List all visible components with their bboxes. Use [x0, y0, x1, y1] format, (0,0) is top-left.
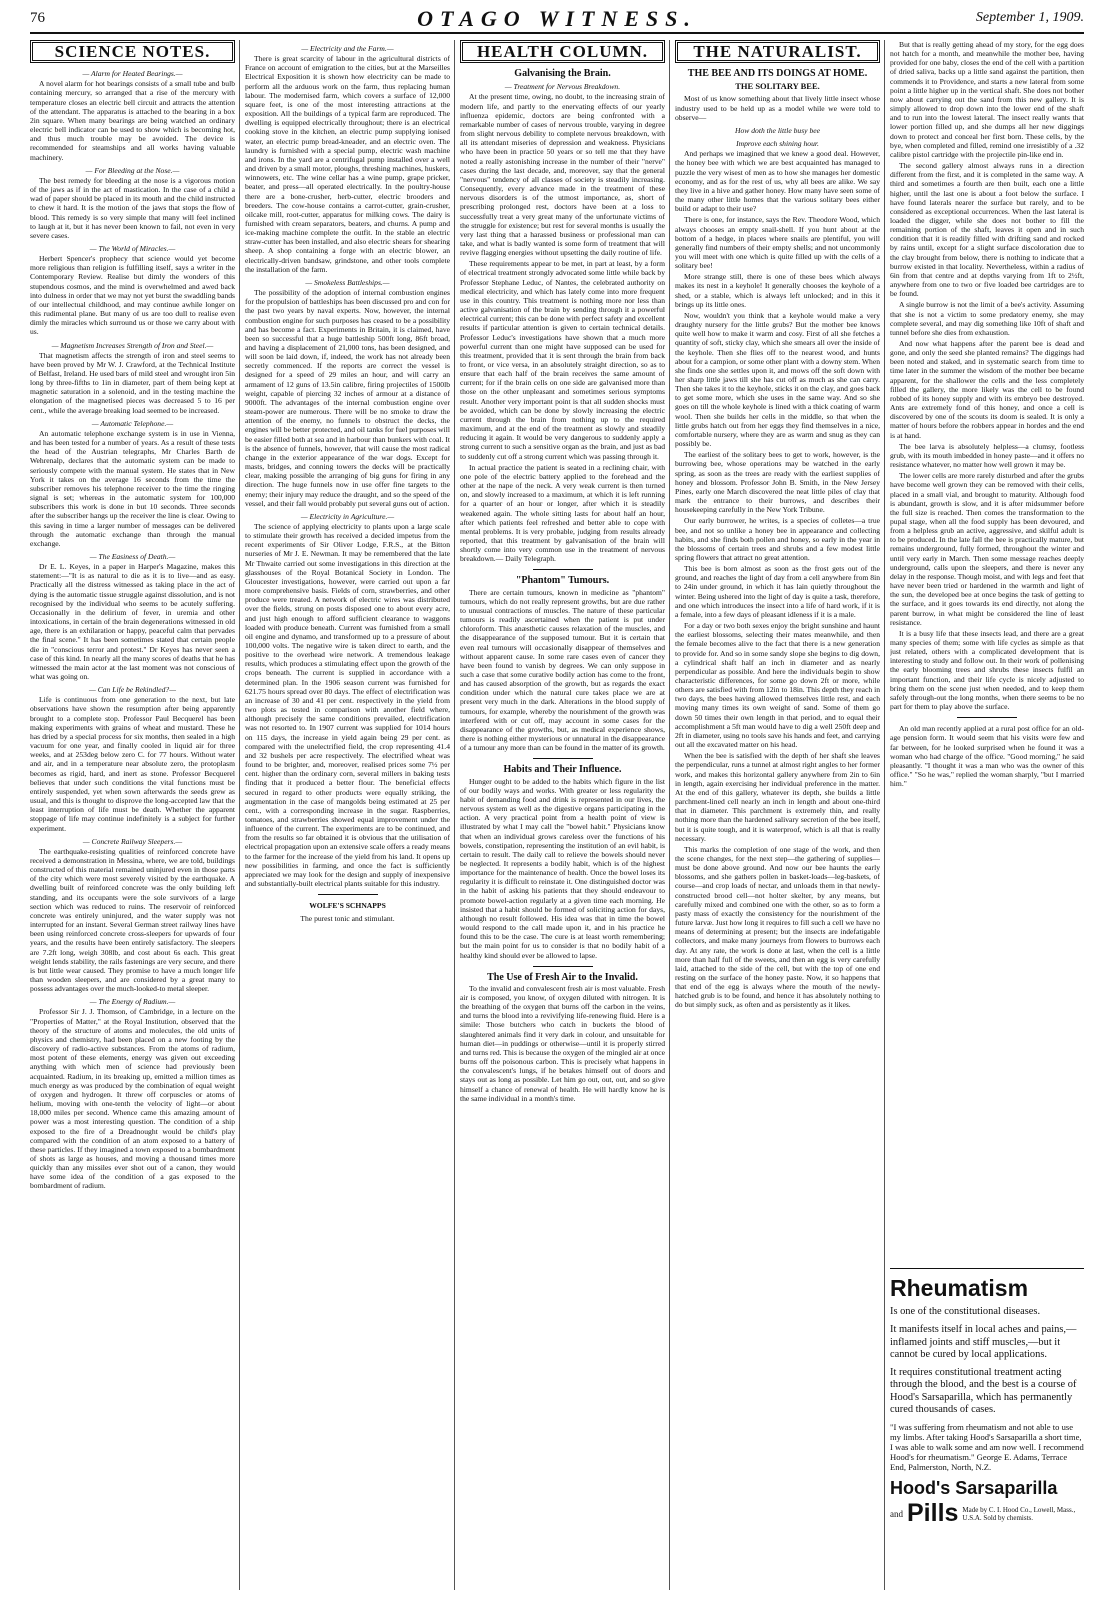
article-body: For a day or two both sexes enjoy the bright sunshine and haunt the earliest blossoms, selecting their mates meanwhile, and then the female becomes alive to the fact that there is a new generation to provide for. And so in some sandy slope she begins to dig down, a cylindrical shaft half an inch in diameter and as nearly perpendicular as possible. And here the individuals begin to show characteristic differences, for some go down 2ft or more, while others are satisfied with from 12in to 18in. This depth they reach in two days, the bees having allowed themselves little rest, and each moving many times its own weight of sand. Some of them go down 50 times their own length in that period, and to equal their accomplishment a 5ft man would have to dig a well 250ft deep and 2ft in diameter, using no tools save his hands and feet, and carrying out all the excavated matter on his head. [675, 621, 880, 750]
article-body: The second gallery almost always runs in a direction different from the first, and it is completed in the same way. A third and sometimes a fourth are then built, each one a little higher, until the last one is about a foot below the surface. I have found laterals nearer the surface but rarely, and to be considered as exceptional occurrences. When the last lateral is loaded the digger, while she does not bother to fill the remaining portion of the shaft, leaves it open and in such condition that it is readily filled with drifting sand and rocked by rains until, except for a slight surface discoloration due to the clay brought from below, there is nothing to indicate that a burrow existed in that locality. Nevertheless, within a radius of 6in from that centre and at depths varying from 1ft to 2½ft, anywhere from one to two or five loaded bee cartridges are to be found. [890, 161, 1084, 299]
footer-tagline: The purest tonic and stimulant. [300, 914, 395, 924]
divider [533, 569, 593, 570]
article-body: To the invalid and convalescent fresh air is most valuable. Fresh air is composed, you know, of oxygen diluted with nitrogen. It is the breathing of the oxygen that burns off the carbon in the veins, and turns the blood into a revivifying life-renewing fluid. Here is a simile: Those butchers who catch in buckets the blood of slaughtered animals find it very dark in colour, and unsuitable for human diet—in puddings or otherwise—until it is properly stirred and turns red. This is because the oxygen of the mingled air at once burns off the poisonous carbon. This is precisely what happens in the convalescent's lungs, if he betakes himself out of doors and stays out as long as possible. Let him go out, out, out, and so give himself a chance of renewal of health. He will hardly know he is the same individual in a month's time. [460, 983, 665, 1103]
naturalist-heading: THE NATURALIST. [675, 40, 880, 63]
column-1 [30, 40, 235, 1590]
article-body: The earthquake-resisting qualities of reinforced concrete have received a demonstration in Messina, where, we are told, buildings constructed of this material remained uninjured even in those parts of the city which were most severely visited by the earthquake. A dwelling built of reinforced concrete was the only building left standing, and its occupants were the sole survivors of a large section which was reduced to ruins. The reservoir of reinforced concrete was entirely uninjured, and the water supply was not interrupted for an instant. Several German street railway lines have been using reinforced concrete cross-sleepers for upwards of four years, and the results have been entirely satisfactory. The sleepers are 7.2ft long, weigh 308lb, and cost about 6s each. This great weight lends stability, the rails fastenings are very secure, and there is but little wear caused. They promise to have a much longer life than wooden sleepers, and are considered by a great many to possess advantages over the much-looked-to metal sleeper. [30, 846, 235, 994]
article-title: "Phantom" Tumours. [515, 575, 610, 587]
article-body: A novel alarm for hot bearings consists of a small tube and bulb containing mercury, so arranged that a rise of the mercury with temperature closes an electric bell circuit and attracts the attention of the attendant. The apparatus is attached to the bearing in a box 2in square. When many bearings are being watched an ordinary electric bell indicator can be used to show which is becoming hot, and thus much trouble may be avoided. The device is recommended for steamships and all works having valuable machinery. [30, 79, 235, 162]
column-rule [669, 40, 670, 1590]
article-body: Our early burrower, he writes, is a species of colletes—a true bee, and not so unlike a honey bee in appearance and collecting habits, and she finds both pollen and honey, so early in the year in the blossoms of certain trees and shrubs and a few modest little spring flowers that attract no great attention. [675, 516, 880, 562]
and-word: and [890, 1508, 903, 1519]
article-body: And now what happens after the parent bee is dead and gone, and only the seed she planted remains? The diggings had been noted and staked, and in systematic search from time to time later in the summer the wisdom of the mother bee became apparent, for the shallower the cells and the less completely filled the gallery, the more likely was the cell to be found robbed of its honey supply and with its embryo bee destroyed. Ants are extremely fond of this honey, and once a cell is discovered by one of the scouts its doom is sealed. It is only a matter of hours before the robbers appear in hordes and the end is at hand. [890, 339, 1084, 440]
article-subtitle: — Treatment for Nervous Breakdown. [504, 82, 621, 92]
article-body: Hunger ought to be added to the habits which figure in the list of our bodily ways and works. With greater or less regularity the habit of demanding food and drink is represented in our lives, the nervous system as well as the digestive organs participating in the action. A very practical point from a health point of view is illustrated by what I may call the "bowel habit." Physicians know that when an individual grows careless over the functions of his bowels, constipation, representing the institution of an evil habit, is certain to result. The daily call to relieve the bowels should never be neglected. It represents a bodily habit, which is of the highest importance for the maintenance of health. Once the bowel loses its regularity it is difficult to reinstate it. One distinguished doctor was in the habit of asking his patients that they should endeavour to promote bowel-action regularly at a given time each morning. He insisted that a habit should be formed of soliciting action for days, although no result followed. His idea was that in time the bowel would respond to the call made upon it, and in his practice he found this to be the case. The cure is at least worth remembering; but the main point for us to consider is that no bodily habit of a healthy kind should ever be allowed to lapse. [460, 776, 665, 960]
section-title: THE SOLITARY BEE. [735, 81, 820, 92]
article-body: That magnetism affects the strength of iron and steel seems to have been proved by Mr W. J. Crawford, at the Technical Institute of Belfast, Ireland. He used bars of mild steel and wrought iron 5in long by three-fifths to 1in in diameter, part of them being kept at magnetic saturation in a solenoid, and in the testing machine the elongation of the magnetised pieces was decreased 5 to 16 per cent., while the average breaking load seemed to be increased. [30, 350, 235, 415]
article-title: — Can Life be Rekindled?— [89, 685, 176, 695]
article-body: In actual practice the patient is seated in a reclining chair, with one pole of the electric battery applied to the forehead and the other at the nape of the neck. A very weak current is then turned on, and slowly increased to a maximum, at which it is left running for a quarter of an hour or longer, after which it is steadily weakened again. The whole sitting lasts for about half an hour, after which patients feel refreshed and better able to cope with mental problems. It is very probable, judging from results already reported, that this treatment by galvanisation of the brain will shortly come into very common use in the treatment of nervous breakdown.— Daily Telegraph. [460, 462, 665, 564]
page-number: 76 [30, 10, 45, 26]
column-rule [884, 40, 885, 1590]
article-title: — Concrete Railway Sleepers.— [82, 836, 183, 846]
column-5 [890, 40, 1084, 1265]
article-body: But that is really getting ahead of my story, for the egg does not hatch for a month, and meanwhile the mother bee, having provided for one baby, closes the end of the cell with a partition of dried saliva, backs up a little sand against the partition, then commends it to Providence, and starts a new lateral from some point a little higher up in the vertical shaft. She does not bother now about carrying out the sand from this new gallery. It is simply allowed to drop down into the lower end of the shaft and to run into the lowest lateral. The insect really wants that lower portion filled up, and she dumps all her new diggings down to protect and conceal her first born. These cells, by the bye, when completed and filled, remind one irresistibly of a .32 calibre pistol cartridge with the projectile pin-like end in. [890, 40, 1084, 159]
article-title: Galvanising the Brain. [514, 68, 611, 80]
column-4 [675, 40, 880, 1590]
science-notes-heading: SCIENCE NOTES. [30, 40, 235, 63]
article-title: — The Energy of Radium.— [89, 997, 176, 1007]
issue-date: September 1, 1909. [975, 10, 1084, 25]
divider [890, 1268, 1084, 1269]
article-body: A single burrow is not the limit of a bee's activity. Assuming that she is not a victim to some predatory enemy, she may complete several, and may dig something like 10ft of shaft and tunnel before she dies from exhaustion. [890, 300, 1084, 337]
health-column-heading: HEALTH COLUMN. [460, 40, 665, 63]
article-body: There is great scarcity of labour in the agricultural districts of France on account of emigration to the cities, but at the Marseilles Electrical Exposition it is shown how electricity can be made to perform all the arduous work on the farm, thus replacing human labour. The modernised farm, which covers a surface of 12,000 square feet, is one of the most interesting attractions at the exposition. All the buildings of a typical farm are reproduced. The dwelling is equipped electrically throughout; there is an electrical cooking stove in the kitchen, an electric pump supplying ionised water, an electric pump bread-kneader, and an electric oven. The laundry is furnished with a special pump, electric wash machine and irons. In the yard are a centrifugal pump installed over a well and driven by a small motor, ploughs, threshing machines, huskers, winnowers, etc. The wine cellar has a wine pump, grape pricker, beater, and press—all operated electrically. In the poultry-house there are a bone-crusher, herb-cutter, electric brooders and breeders. The cow-house contains a carrot-cutter, grain-crusher, oilcake mill, root-cutter, apparatus for milking cows. The dairy is furnished with cream separators, beaters, and churns. A pump and ice-making machine complete the outfit. In the stable an electric straw-cutter has been installed, and also electric shears for shearing sheep. A shop containing a forge with an electric blower, an electrically-driven bandsaw, grindstone, and other tools complete the installation of the farm. [245, 54, 450, 274]
verse-line: Improve each shining hour. [736, 139, 819, 149]
article-title: — Smokeless Battleships.— [305, 277, 390, 287]
article-body: There is one, for instance, says the Rev. Theodore Wood, which always chooses an empty snail-shell. If you hunt about at the bottom of a hedge, in places where snails are plentiful, you will generally find numbers of their empty shells; and not uncommonly you will meet with one which is quite filled up with the cells of a solitary bee! [675, 215, 880, 271]
article-body: Herbert Spencer's prophecy that science would yet become more religious than religion is fulfilling itself, says a writer in the Contemporary Review. Realise but dimly the wonders of this stupendous cosmos, and the mind is overwhelmed and awed back into dulness in order that we may not yet burst the swaddling bands of our intellectual childhood, and may continue awhile longer on this rudimental plane. But many of us are too dull to realise even dimly the miracles which surround us or those we carry about with us. [30, 254, 235, 337]
maker-line: Made by C. I. Hood Co., Lowell, Mass., U.S.A. Sold by chemists. [962, 1505, 1076, 1522]
article-body: The earliest of the solitary bees to get to work, however, is the burrowing bee, whose operations may be watched in the early spring, as soon as the trees are ready with the earliest supplies of honey and blossom. Professor John B. Smith, in the New Jersey Pines, early one March discovered the neat little piles of clay that mark the entrance to their burrows, and describes their housekeeping carefully in the New York Tribune. [675, 450, 880, 515]
article-body: When the bee is satisfied with the depth of her shaft she leaves the perpendicular, runs a tunnel at almost right angles to her former work, and makes this horizontal gallery anywhere from 2in to 6in in length, again exercising her individual preference in the matter. At the end of this gallery, whatever its depth, she builds a little parchment-lined cell nearly an inch in length and about one-third that in diameter. This parchment is extremely thin, and really nothing more than the hardened salivary secretion of the bee itself, but it is quite tough, and it is waterproof, which is all that is really necessary. [675, 751, 880, 843]
article-title: Habits and Their Influence. [503, 764, 622, 776]
column-rule [454, 40, 455, 1590]
article-body: An automatic telephone exchange system is in use in Vienna, and has been tested for a number of years. As a result of these tests the head of the Austrian telegraphs, Mr Charles Barth de Wehrenalp, declares that the automatic system can be made to seriously compete with the manual system. He states that in New York it takes on the average 16 seconds from the time the subscriber removes his telephone receiver to the time the ringing signal is set; whereas in the automatic system for 100,000 subscribers this work is done in but 10 seconds. Three seconds after the subscriber hangs up the receiver the line is clear. Owing to this saving in time a larger number of messages can be delivered through the automatic exchange than through the manual exchange. [30, 428, 235, 548]
article-title: — For Bleeding at the Nose.— [85, 165, 180, 175]
footer-brand: WOLFE'S SCHNAPPS [309, 901, 386, 911]
article-body: The best remedy for bleeding at the nose is a vigorous motion of the jaws as if in the act of mastication. In the case of a child a wad of paper should be placed in its mouth and the child instructed to chew it hard. It is the motion of the jaws that stops the flow of blood. This remedy is so very simple that many will feel inclined to laugh at it, but it has never been known to fail, not even in very severe cases. [30, 175, 235, 240]
advert-pills [890, 1499, 1084, 1528]
divider [318, 894, 378, 895]
pills-word: Pills [907, 1499, 959, 1528]
article-body: Professor Sir J. J. Thomson, of Cambridge, in a lecture on the "Properties of Matter," at the Royal Institution, observed that the theory of the structure of atoms and molecules, the old units of physics and chemistry, had been placed on a new footing by the discovery of radio-active substances. From the atoms of radium, most potent of these elements, energy was given out exceeding anything with which men of science had previously been acquainted. Radium, in its breaking up, emitted a million times as much energy as was produced by the combination of equal weight of oxygen and hydrogen. It threw off corpuscles or atoms of helium, moving with one-tenth the velocity of light—or about 18,000 miles per second. Whence came this amazing amount of power was a most interesting question. The condition of a ship exposed to the fire of a Dreadnought would be child's play compared with the condition of an atom exposed to a battery of these particles. If they imagined a town exposed to a bombardment of shots as large as houses, and moving a thousand times more quickly than any missiles ever shot out of a canon, they would have some idea of the condition of a gas exposed to the bombardment of radium. [30, 1007, 235, 1191]
article-body: This marks the completion of one stage of the work, and then the scene changes, for the next step—the gathering of supplies—must be done above ground. And now our bee haunts the early blossoms, and she gathers pollen in basket-loads—leg-baskets, of course—and crop loads of nectar, and unloads them in that newly-constructed brood cell—not holter skelter, by any means, but carefully mixed and combined one with the other, so as to form a pasty mass of exactly the consistency for the nourishment of the future larvæ. Just how long it requires to fill such a cell we have no means of determining at present; but the insects are indefatigable collectors, and make many journeys from flowers to burrows each day. At any rate, the work is done at last, when the cell is a little more than half full of the sweets, and then an egg is very carefully laid, attached to the side of the cell, but with the top of one end resting on the surface of the honey paste. Now, it so happens that that end of the egg is always where the mouth of the newly-hatched grub is to be found, and hence it has absolutely nothing to do but simply suck, as often and as persistently as it likes. [675, 844, 880, 1010]
article-body: More strange still, there is one of these bees which always makes its nest in a keyhole! It generally chooses the keyhole of a shed, or a stable, which is always left unlocked; and in this it brings up its little ones. [675, 272, 880, 309]
column-2 [245, 40, 450, 1590]
divider [533, 966, 593, 967]
article-body: And perhaps we imagined that we knew a good deal. However, the honey bee with which we are best acquainted has managed to puzzle the very wisest of men as to how she manages her domestic economy, and as for the rest of us, why all bees are alike. We say they live in a hive and gather honey. How many have seen some of the many other little homes that the various solitary bees either build or adapt to their use? [675, 149, 880, 214]
article-title: The Use of Fresh Air to the Invalid. [487, 971, 638, 983]
advert-title: Rheumatism [890, 1275, 1029, 1301]
article-title: — Electricity and the Farm.— [301, 44, 394, 53]
article-body: At the present time, owing, no doubt, to the increasing strain of modern life, and partly to the enervating effects of our yearly influenza epidemic, doctors are being confronted with a remarkable number of cases of nervous trouble, varying in degree from slight nervous debility to complete nervous breakdown, with all its attendant miseries of depression and weakness. Physicians who have been in practice 50 years or so tell me that they have noted a really astonishing increase in the number of their "nerve" cases during the last decade, and, moreover, say that the general "nervous" tendency of all classes of society is steadily increasing. Consequently, every advance made in the treatment of these nervous disorders is of the utmost importance, as, short of prescribing prolonged rest, doctors have been at a loss to successfully treat a very great many of the unfortunate victims of the struggle for existence; but rest for several months is usually the very last thing that a harassed business or professional man can take, and what is badly wanted is some form of treatment that will revive flagging energies without upsetting the daily routine of life. [460, 92, 665, 258]
masthead [30, 6, 1084, 34]
advert-text: It manifests itself in local aches and pains,—inflamed joints and stiff muscles,—but it cannot be cured by local applications. [890, 1324, 1077, 1360]
article-body: Dr E. L. Keyes, in a paper in Harper's Magazine, makes this statement:—"It is as natural to die as it is to live—and as easy. Practically all the distress witnessed as taking place in the act of dying is the automatic tissue struggle against dissolution, and is not recognised by the individual who seems to be acutely suffering. Occasionally in the delirium of fever, in uremia and other intoxications, in certain of the brain degenerations witnessed in old age, there is an exhilaration or happy, peaceful calm that pervades the final scene." It has been sometimes stated that certain people die in "conscious terror and protest." Dr Keyes has never seen a case of this kind. In nearly all the many scores of deaths that he has witnessed the main actor at the last moment was not conscious of what was going on. [30, 562, 235, 681]
article-body: The bee larva is absolutely helpless—a clumsy, footless grub, with its mouth imbedded in honey paste—and it offers no resistance whatever, no matter how well grown it may be. [890, 441, 1084, 470]
divider [533, 758, 593, 759]
advert-text: Is one of the constitutional diseases. [890, 1306, 1041, 1317]
article-title: — Automatic Telephone.— [91, 418, 174, 428]
article-body: It is a busy life that these insects lead, and there are a great many species of them; some with life cycles as simple as that just related, others with a complicated development that is interesting to study and follow out. In their work of pollenising the early blooming trees and shrubs these insects fulfil an important function, and their life cycle is nicely adjusted to bring them on the scene just when needed, and to keep them safely through-out the long months, when there seems to be no part for them to play above the surface. [890, 628, 1084, 712]
article-title: THE BEE AND ITS DOINGS AT HOME. [687, 68, 868, 80]
advert-text: It requires constitutional treatment acting through the blood, and the best is a course of Hood's Sarsaparilla, which has permanently cured thousands of cases. [890, 1367, 1077, 1416]
article-body: The science of applying electricity to plants upon a large scale to stimulate their growth has received a decided impetus from the recent experiments of Sir Oliver Lodge, F.R.S., at the Bitton nurseries of Mr J. E. Newman. It may be remembered that the late Mr Thwaite carried out some investigations in this direction at the glasshouses of the Royal Botanical Society in London. The Gloucester investigations, however, were carried out upon a far more comprehensive basis. Fields of corn, strawberries, and other produce were treated. A network of electric wires was distributed over the fields, strung on posts disposed one to about every acre, and just high enough to afford sufficient clearance to waggons loaded with produce beneath. Current was furnished from a small oil engine and dynamo, and transformed up to a pressure of about 100,000 volts. The negative wire is taken direct to earth, and the positive to the overhead wire network. A tremendous leakage results, which produces a stimulating effect upon the growth of the crops beneath. The current is supplied in accordance with a determined plan. In the 1906 season current was furnished for 621.75 hours spread over 80 days. The effect of electrification was an increase of 30 and 41 per cent. respectively in the yield from two plots as tested in comparison with another field where, although precisely the same conditions prevailed, electrification was not resorted to. In 1907 current was supplied for 1014 hours on 115 days, the increase in yield again being 29 per cent. as compared with the unelectrified field, the crop representing 41.4 and 32 bushels per acre respectively. The electrified wheat was found to be brighter, and, moreover, realised prices some 7½ per cent. higher than the ordinary corn, several millers in baking tests finding that it produced a better flour. The beneficial effects secured in regard to other products were equally striking, the augmentation in the case of mangolds being estimated at 25 per cent., with a corresponding increase in the sugar. Raspberries, tomatoes, and strawberries showed equal improvement under the influence of the current. The experiments are to be continued, and from the results so far obtained it is obvious that the utilisation of electrical propagation upon an extensive scale offers a ready means to the farmer for the increase of the yield from his land. It opens up new possibilities in farming, and once the fact is sufficiently appreciated we may look for the design and supply of inexpensive and substantially-built electrical plants suitable for this industry. [245, 521, 450, 889]
article-body: Life is continuous from one generation to the next, but late observations have shown the resumption after being apparently brought to a complete stop. Professor Paul Becquerel has been making experiments with grains of wheat and mustard. These he has dried by a special process for six months, then sealed in a high vacuum for one year, and finally cooled in liquid air for three weeks, and at 253deg below zero C. for 77 hours. Without water and air, and in a temperature near absolute zero, the protoplasm becomes as rigid, hard, and inert as stone. Professor Becquerel believes that under such conditions the vital functions must be entirely suspended, yet when sown afterwards the seeds grew as usual, and this is thought to disprove the long-accepted law that the least interruption of life must be death. Whether the apparent stoppage of life may continue indefinitely is a subject for further experiment. [30, 695, 235, 833]
article-body: The lower cells are more rarely disturbed and after the grubs have become well grown they can be removed with their cells, placed in a small vial, and brought to maturity. Although food is abundant, growth is slow, and it is after midsummer before the full size is reached. Then comes the transformation to the pupal stage, when all the food supply has been devoured, and from a helpless grub an active, aggressive, and skilful adult is to be produced. In the late fall the bee is practically mature, but remains underground, fully formed, throughout the winter and until very early in March. Then some message reaches deeply underground, calls upon the sleepers, and there is never any delay in the response. Though moist, and with legs and feet that have never been tried or hardened in the warmth and light of the sun, the developed bee at once begins the task of getting to the surface, and it goes towards its end directly, not along the parent burrow, in what might be considered the line of least resistance. [890, 471, 1084, 627]
article-body: This bee is born almost as soon as the frost gets out of the ground, and reaches the light of day from a cell anywhere from 8in to 24in under ground, in which it has lain quietly throughout the winter. Being ushered into the light of day is quite a task, therefore, and one which introduces the insect into a life of hard work, if it is a female, into a few days of pleasant idleness if it is a male. [675, 564, 880, 619]
article-title: — Magnetism Increases Strength of Iron and Steel.— [51, 340, 214, 350]
article-body: There are certain tumours, known in medicine as "phantom" tumours, which do not really represent growths, but are due rather to unusual contractions of muscles. The nature of these particular tumours is readily ascertained when the patient is put under chloroform. This anæsthetic causes relaxation of the muscles, and the disappearance of the supposed tumour. But it is certain that even real tumours will occasionally disappear of themselves and without apparent cause. In some rare cases even of cancer they have been found to vanish by degrees. We can only suppose in such a case that some curative bodily action has come to the front, and has caused absorption of the growth, but as regards the exact condition under which the natural cure takes place we are at present very much in the dark. Alterations in the blood supply of tumours, for example, whereby the nourishment of the growth was interfered with or cut off, may account in some cases for the disappearance of the growths, but, as medical experience shows, there is nothing either mysterious or unnatural in the disappearance of a tumour any more than can be found in the matter of its growth. [460, 587, 665, 753]
advert-brand: Hood's Sarsaparilla [890, 1478, 1058, 1499]
article-title: — Alarm for Heated Bearings.— [82, 69, 183, 79]
hoods-sarsaparilla-advert [890, 1268, 1084, 1588]
divider [957, 717, 1017, 718]
column-3 [460, 40, 665, 1590]
article-title: — The Easiness of Death.— [89, 551, 176, 561]
anecdote: An old man recently applied at a rural post office for an old-age pension form. It would seem that his visits were few and far between, for he looked surprised when he found it was a woman who had charge of the office. "Good morning," he said pleasantly. "I thought it was a man who was the owner of this office." "So he was," replied the woman sharply, "but I married him." [890, 724, 1084, 789]
newspaper-title: OTAGO WITNESS. [417, 6, 697, 31]
verse-line: How doth the little busy bee [735, 125, 820, 135]
article-body: Most of us know something about that lively little insect whose industry used to be held up as a model while we were told to observe— [675, 94, 880, 122]
article-body: Now, wouldn't you think that a keyhole would make a very draughty nursery for the little grubs? But the mother bee knows quite well how to make it warm and cosy. First of all she fetches a quantity of soft, sticky clay, which she smears all over the inside of the keyhole. Then she flies off to the nearest wood, and hunts about for a campion, or some other plant with a downy stem. When she finds one she settles upon it, and mows off the soft down with her sharp little jaws till she has cut off as much as she can carry. Then she takes it to the keyhole, sticks it on the clay, and goes back to get some more, which she uses in the same way. And so she goes on till the whole keyhole is lined with a thick coating of warm wool. Then she builds her cells in the middle, so that when the little grubs hatch out from her eggs they find themselves in a nice, comfortable nursery, where they are as warm and snug as they can possibly be. [675, 310, 880, 449]
article-body: The possibility of the adoption of internal combustion engines for the propulsion of battleships has been discussed pro and con for the past two years by naval experts. Now, however, the internal combustion engine for such purposes has ceased to be a possibility and has become a fact. Experiments in Britain, it is claimed, have been so successful that a huge battleship 500ft long, 86ft broad, and having a displacement of 21,000 tons, has been designed, and will soon be laid down, if, indeed, the work has not already been secretly commenced. If the reports are correct the vessel is designed for a speed of 29 miles an hour, and will carry an armament of 12 guns of 13.5in calibre, firing projectiles of 1500lb weight, capable of piercing 32 inches of armour at a distance of 9000ft. The advantages of the internal combustion engine over steam-power are numerous. There will be no smoke to draw the attention of the enemy, no funnels to obstruct the decks, the engines will be better protected, and oil tanks for fuel purposes will be easier filled both at sea and in harbour than bunkers with coal. It is the absence of funnels, however, that will cause the most radical change in the exterior appearance of the war dogs. Except for masts, bridges, and conning towers the decks will be practically clear, making possible the arranging of big guns for firing in any direction. The huge funnels now in use offer fine targets to the enemy; their injury may reduce the draught, and so the speed of the vessel, and their fall would probably put several guns out of action. [245, 288, 450, 508]
article-title: — Electricity in Agriculture.— [300, 511, 395, 521]
testimonial: "I was suffering from rheumatism and not able to use my limbs. After taking Hood's Sarsaparilla a short time, I was able to walk some and am now well. I recommend Hood's for rheumatism." George E. Adams, Terrace End, Palmerston, North, N.Z. [890, 1422, 1084, 1473]
article-body: These requirements appear to be met, in part at least, by a form of electrical treatment strongly advocated some little while back by Professor Stephane Leduc, of Nantes, the celebrated authority on medical electricity, and which has lately come into more frequent use in this country. This treatment is nothing more nor less than active galvanisation of the brain by sending through it a powerful electrical current; this can be done with perfect safety and excellent results if particular attention is given to certain technical details. Professor Leduc's investigations have shown that a much more powerful current than one might have supposed can be used for this treatment, provided that it is sent through the brain from back to front, or vice versa, in an absolutely straight direction, so as to ensure that each half of the brain receives the same amount of current; for if the brain cells on one side are galvanised more than those on the other unpleasant and sometimes serious symptoms result. Another very important point is that all sudden shocks must be avoided, which can be done by slowly increasing the electric current through the brain from nothing up to the required maximum, and at the end of the treatment as slowly and steadily reducing it again. It would be very dangerous to suddenly apply a strong current to such a sensitive organ as the brain, and just as bad to suddenly cut off a strong current which was passing through it. [460, 259, 665, 461]
article-title: — The World of Miracles.— [89, 243, 176, 253]
column-rule [239, 40, 240, 1590]
